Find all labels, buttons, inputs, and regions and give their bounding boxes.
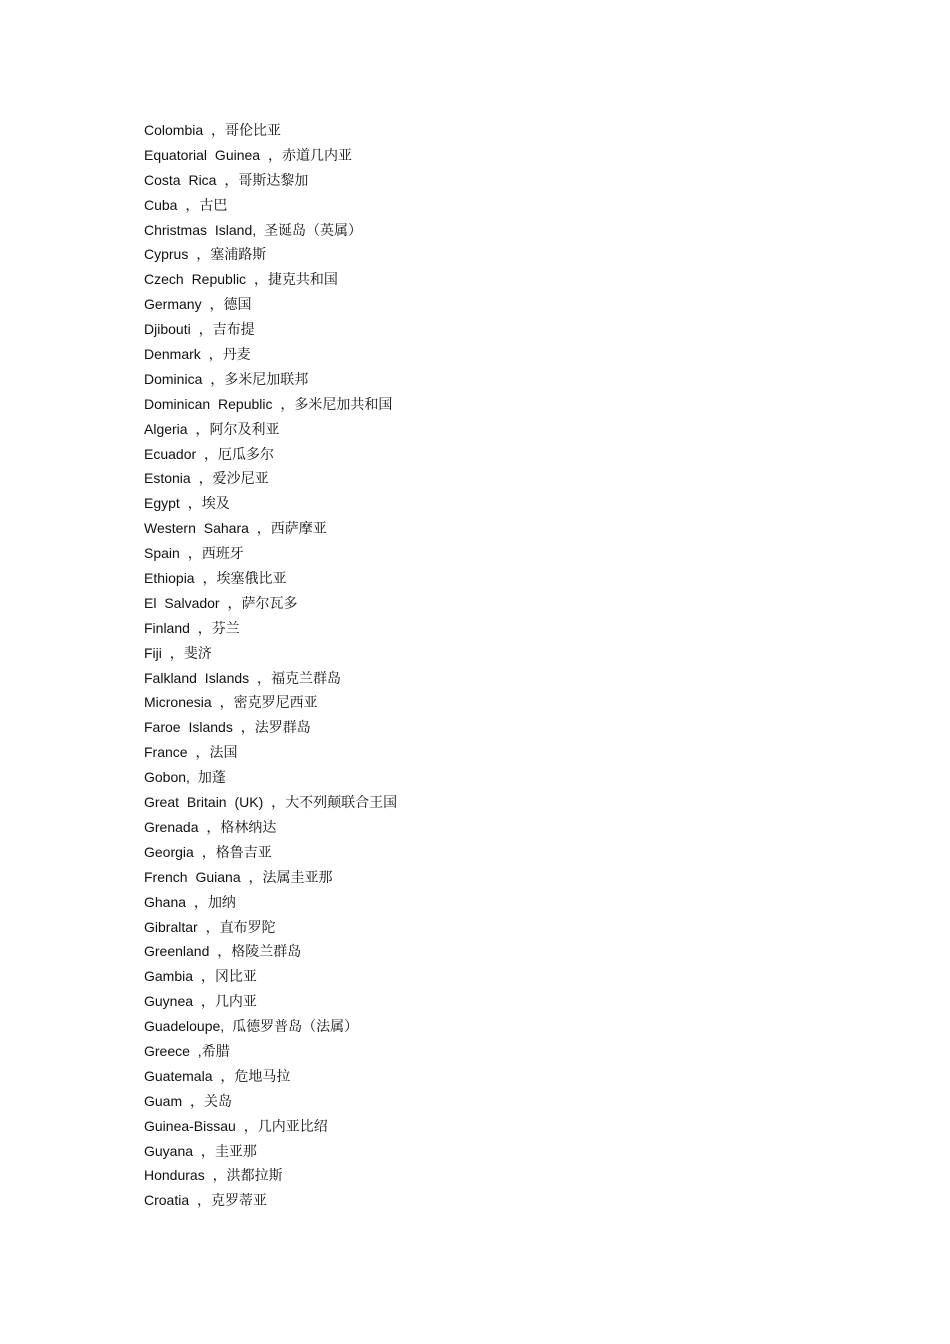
country-name-chinese: 法属圭亚那 [262, 869, 333, 886]
country-entry [144, 591, 397, 616]
country-name-english: Ethiopia ， [144, 570, 217, 587]
country-name-english: Croatia ， [144, 1192, 212, 1209]
country-entry [144, 1089, 397, 1114]
country-name-chinese: 西班牙 [201, 546, 244, 563]
country-entry [144, 118, 397, 143]
country-name-chinese: 瓜德罗普岛（法属） [232, 1019, 359, 1036]
country-name-english: France ， [144, 744, 210, 761]
country-name-english: Djibouti ， [144, 321, 213, 338]
country-entry [144, 193, 397, 218]
country-entry [144, 939, 397, 964]
country-entry [144, 890, 397, 915]
country-entry [144, 989, 397, 1014]
country-entry [144, 790, 397, 815]
country-name-english: Guadeloupe, [144, 1018, 233, 1035]
country-list [144, 118, 397, 1213]
country-name-english: French Guiana ， [144, 868, 263, 885]
country-name-english: Finland ， [144, 619, 212, 636]
country-name-chinese: 西萨摩亚 [270, 521, 327, 538]
country-name-chinese: 多米尼加共和国 [294, 396, 393, 413]
country-name-english: Costa Rica ， [144, 171, 239, 188]
country-name-chinese: 大不列颠联合王国 [285, 795, 398, 812]
country-name-chinese: 法国 [209, 745, 238, 762]
country-name-english: Gambia ， [144, 968, 215, 985]
country-name-english: Equatorial Guinea ， [144, 146, 282, 163]
country-entry [144, 865, 397, 890]
country-name-chinese: 格鲁吉亚 [215, 844, 272, 861]
country-name-chinese: 希腊 [201, 1043, 230, 1060]
country-name-chinese: 福克兰群岛 [271, 670, 342, 687]
country-name-english: Georgia ， [144, 843, 216, 860]
country-entry [144, 915, 397, 940]
country-name-english: Ecuador ， [144, 445, 219, 462]
country-name-chinese: 赤道几内亚 [281, 147, 352, 164]
country-name-english: Czech Republic ， [144, 271, 268, 288]
country-entry [144, 1139, 397, 1164]
country-entry [144, 1039, 397, 1064]
country-name-english: Great Britain (UK) ， [144, 794, 286, 811]
country-name-chinese: 关岛 [204, 1093, 233, 1110]
country-name-english: Guynea ， [144, 993, 215, 1010]
country-name-chinese: 克罗蒂亚 [211, 1193, 268, 1210]
country-entry [144, 1188, 397, 1213]
country-name-english: Denmark ， [144, 346, 223, 363]
country-entry [144, 342, 397, 367]
country-name-english: Honduras ， [144, 1167, 227, 1184]
country-entry [144, 1064, 397, 1089]
country-entry [144, 616, 397, 641]
country-entry [144, 1163, 397, 1188]
country-entry [144, 815, 397, 840]
country-entry [144, 1114, 397, 1139]
country-name-chinese: 圣诞岛（英属） [264, 222, 363, 239]
country-entry [144, 715, 397, 740]
country-entry [144, 367, 397, 392]
country-name-english: Guam ， [144, 1092, 205, 1109]
country-name-chinese: 丹麦 [222, 347, 251, 364]
country-entry [144, 491, 397, 516]
country-name-chinese: 吉布提 [212, 322, 255, 339]
country-name-english: Western Sahara ， [144, 520, 271, 537]
country-entry [144, 690, 397, 715]
country-name-english: Egypt ， [144, 495, 202, 512]
country-entry [144, 641, 397, 666]
country-name-chinese: 冈比亚 [214, 969, 257, 986]
country-name-chinese: 芬兰 [211, 620, 240, 637]
country-name-chinese: 洪都拉斯 [226, 1168, 283, 1185]
country-name-chinese: 加蓬 [197, 770, 226, 787]
country-name-english: Spain ， [144, 545, 202, 562]
country-entry [144, 566, 397, 591]
country-name-chinese: 加纳 [207, 894, 236, 911]
country-name-chinese: 埃塞俄比亚 [216, 571, 287, 588]
country-name-english: Cuba ， [144, 196, 200, 213]
country-entry [144, 392, 397, 417]
country-name-english: Germany ， [144, 296, 224, 313]
country-name-english: Greenland ， [144, 943, 232, 960]
country-entry [144, 541, 397, 566]
country-entry [144, 267, 397, 292]
country-name-chinese: 塞浦路斯 [210, 247, 267, 264]
country-name-english: Faroe Islands ， [144, 719, 255, 736]
country-name-chinese: 多米尼加联邦 [224, 371, 309, 388]
country-name-chinese: 直布罗陀 [219, 919, 276, 936]
country-entry [144, 292, 397, 317]
country-name-english: Gobon, [144, 769, 198, 786]
country-name-chinese: 密克罗尼西亚 [233, 695, 318, 712]
country-name-english: Falkland Islands ， [144, 669, 272, 686]
country-entry [144, 317, 397, 342]
country-name-english: Christmas Island, [144, 221, 265, 238]
country-name-chinese: 哥伦比亚 [225, 123, 282, 139]
country-entry [144, 666, 397, 691]
country-entry [144, 242, 397, 267]
country-name-english: Dominican Republic ， [144, 395, 295, 412]
country-name-chinese: 格陵兰群岛 [231, 944, 302, 961]
country-name-chinese: 法罗群岛 [254, 720, 311, 737]
country-name-chinese: 捷克共和国 [267, 272, 338, 289]
country-name-chinese: 古巴 [199, 197, 228, 214]
country-name-chinese: 哥斯达黎加 [238, 172, 309, 189]
country-name-english: Guatemala ， [144, 1067, 235, 1084]
country-name-english: Guinea-Bissau ， [144, 1117, 258, 1134]
country-name-chinese: 格林纳达 [220, 819, 277, 836]
country-entry [144, 417, 397, 442]
country-entry [144, 442, 397, 467]
country-entry [144, 1014, 397, 1039]
country-name-english: Colombia ， [144, 122, 226, 138]
country-entry [144, 964, 397, 989]
country-name-chinese: 阿尔及利亚 [209, 421, 280, 438]
country-name-english: El Salvador ， [144, 594, 242, 611]
country-name-english: Fiji ， [144, 644, 184, 661]
country-name-english: Dominica ， [144, 370, 225, 387]
country-name-chinese: 萨尔瓦多 [241, 595, 298, 612]
country-name-english: Micronesia ， [144, 694, 234, 711]
country-entry [144, 218, 397, 243]
country-name-english: Greece , [144, 1042, 202, 1059]
country-name-chinese: 几内亚 [214, 994, 257, 1011]
country-entry [144, 466, 397, 491]
country-name-chinese: 厄瓜多尔 [218, 446, 275, 463]
country-name-chinese: 爱沙尼亚 [212, 471, 269, 488]
country-entry [144, 168, 397, 193]
country-entry [144, 765, 397, 790]
country-name-english: Ghana ， [144, 893, 208, 910]
country-name-chinese: 几内亚比绍 [257, 1118, 328, 1135]
country-name-english: Algeria ， [144, 420, 210, 437]
country-name-english: Guyana ， [144, 1142, 215, 1159]
country-name-chinese: 埃及 [201, 496, 230, 513]
country-name-english: Estonia ， [144, 470, 213, 487]
country-name-chinese: 斐济 [183, 645, 212, 662]
country-name-chinese: 圭亚那 [214, 1143, 257, 1160]
country-name-english: Gibraltar ， [144, 918, 220, 935]
country-entry [144, 840, 397, 865]
country-entry [144, 143, 397, 168]
country-entry [144, 516, 397, 541]
country-name-chinese: 危地马拉 [234, 1068, 291, 1085]
country-entry [144, 740, 397, 765]
country-name-english: Cyprus ， [144, 246, 211, 263]
country-name-english: Grenada ， [144, 818, 221, 835]
country-name-chinese: 德国 [223, 297, 252, 314]
